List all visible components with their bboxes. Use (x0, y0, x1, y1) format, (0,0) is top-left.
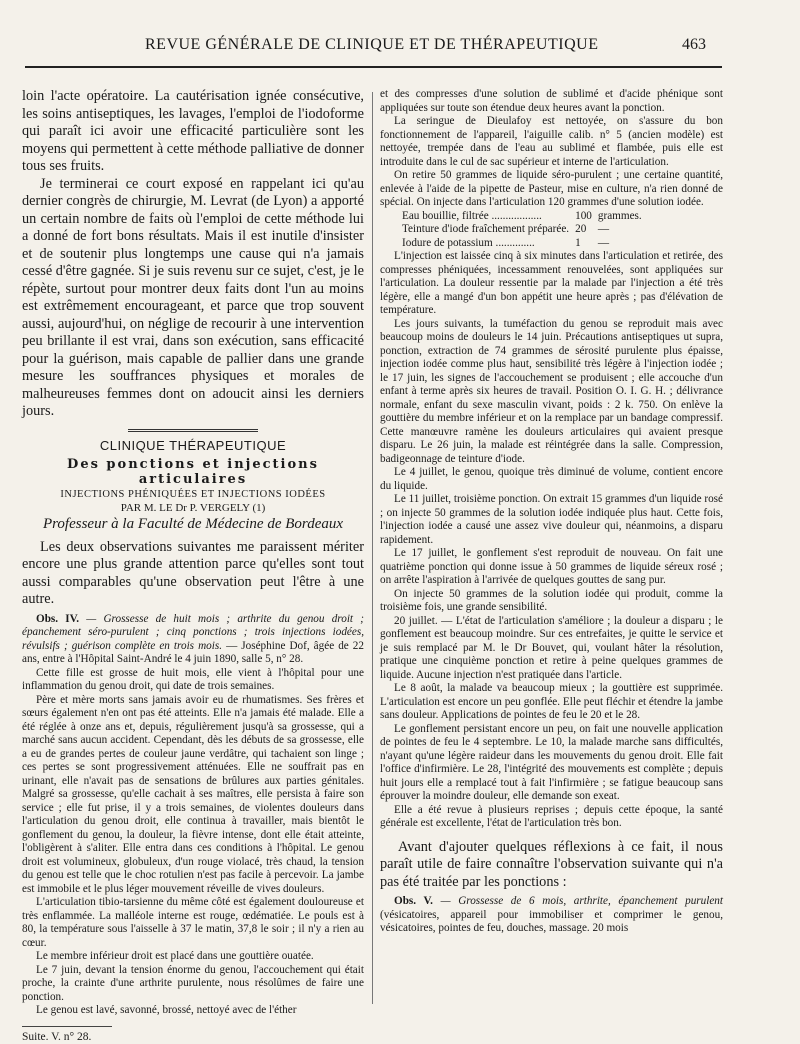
paragraph: et des compresses d'une solution de sublimé et d'acide phénique sont appliquées sur toute son étendue deux heures avant la ponction. (380, 88, 723, 115)
observation-heading (22, 613, 364, 667)
observation-heading (380, 895, 723, 936)
observation-summary: — Grossesse de 6 mois, arthrite, épanchement purulent (441, 895, 723, 907)
paragraph: Père et mère morts sans jamais avoir eu de rhumatismes. Ses frères et sœurs également n'en ont pas été atteints. Elle n'a jamais été malade. Elle a été réglée à onze ans et, depuis, régulièrement jusqu'à sa grossesse, qui a marché sans aucun accident. Cependant, dès les débuts de sa grossesse, elle a eu de grandes pertes de couleur jaune verdâtre, qui tachaient son linge ; ces pertes se sont progressivement atténuées. Elle ne souffrait pas en urinant, elle n'avait pas de sensations de brûlures aux parties génitales. Malgré sa grossesse, qu'elle cachait à ses maîtres, elle persista à faire son service ; elle fut prise, il y a trois semaines, de violentes douleurs dans l'articulation du genou droit, elle continua à travailler, mais bientôt le gonflement du genou, la douleur, la fièvre intense, dont elle était atteinte, l'obligèrent à s'aliter. Elle entra dans ces conditions à l'hôpital. Le genou droit est volumineux, globuleux, d'un rouge violacé, très chaud, la tension du genou est telle que le choc rotulien n'est pas facile à percevoir. La jambe est immobile et le plus léger mouvement réveille de vives douleurs. (22, 694, 364, 897)
header-rule (25, 66, 722, 68)
formula-ingredient: Eau bouillie, filtrée .................. (402, 210, 575, 224)
observation-label: Obs. IV. (36, 613, 79, 625)
paragraph: Les deux observations suivantes me paraissent mériter encore une plus grande attention parce qu'elles sont tout aussi comparables qu'une observation peut l'être à une autre. (22, 539, 364, 609)
byline: PAR M. LE Dr P. VERGELY (1) (22, 502, 364, 514)
paragraph: Le 8 août, la malade va beaucoup mieux ; la gouttière est supprimée. L'articulation est encore un peu gonflée. Elle peut fléchir et étendre la jambe sans douleur. Applications de pointes de feu le 20 et le 28. (380, 682, 723, 723)
formula-quantity: 100 (575, 210, 598, 224)
footnote-rule (22, 1026, 112, 1027)
article-subtitle: INJECTIONS PHÉNIQUÉES ET INJECTIONS IODÉES (22, 489, 364, 500)
paragraph: Avant d'ajouter quelques réflexions à ce fait, il nous paraît utile de faire connaître l'observation suivante qui n'a pas été traitée par les ponctions : (380, 839, 723, 892)
formula-quantity: 1 (575, 237, 598, 251)
formula-row (402, 223, 648, 237)
paragraph: Je terminerai ce court exposé en rappelant ici qu'au dernier congrès de chirurgie, M. Levrat (de Lyon) a apporté un certain nombre de faits où l'emploi de cette méthode lui a donné de fort bons résultats. Mais il est inutile d'insister et de soutenir plus longtemps une cause qui n'a jamais cessé d'être gagnée. Si je suis revenu sur ce sujet, c'est, je le répète, surtout pour montrer deux faits dont l'un au moins est extrêmement encourageant, et parce que trop souvent aussi, aujourd'hui, on néglige de recourir à une intervention peu brillante il est vrai, dans son exécution, sans efficacité pour la guérison, mais capable de pallier dans une grande mesure les souffrances physiques et morales de malheureuses femmes dont on adoucit ainsi les derniers jours. (22, 176, 364, 421)
paragraph: 20 juillet. — L'état de l'articulation s'améliore ; la douleur a disparu ; le gonflement est beaucoup moindre. Sur ces entrefaites, je quitte le service et je suis remplacé par M. le Dr Bouvet, qui, voulant hâter la résolution, pratique une cinquième ponction et retire à peine quelques grammes de liquide. Aucune injection n'est pratiquée dans l'article. (380, 615, 723, 683)
section-title: CLINIQUE THÉRAPEUTIQUE (22, 438, 364, 453)
paragraph: L'injection est laissée cinq à six minutes dans l'articulation et retirée, des compresses phéniquées, incessamment renouvelées, sont appliquées sur l'articulation. La douleur ressentie par la malade par l'injection a été très légère, elle a mangé d'un bon appétit une heure après ; pas d'élévation de température. (380, 250, 723, 318)
paragraph: Le membre inférieur droit est placé dans une gouttière ouatée. (22, 950, 364, 964)
paragraph: Le 17 juillet, le gonflement s'est reproduit de nouveau. On fait une quatrième ponction qui donne issue à 50 grammes de liquide séreux rosé ; on arrête l'aspiration à l'arrivée de quelques gouttes de sang pur. (380, 547, 723, 588)
formula-unit: grammes. (598, 210, 648, 224)
paragraph: Le gonflement persistant encore un peu, on fait une nouvelle application de pointes de feu le 4 septembre. Le 10, la malade marche sans difficultés, n'ayant qu'une légère raideur dans les mouvements du genou droit. Elle fait l'office d'infirmière. Le 28, l'intégrité des mouvements est complète ; depuis huit jours elle a remplacé tout à fait l'infirmière ; se fatigue beaucoup sans éprouver la moindre douleur, elle demande son exeat. (380, 723, 723, 804)
paragraph: L'articulation tibio-tarsienne du même côté est également douloureuse et très enflammée. La malléole interne est rouge, œdématiée. Le pouls est à 80, la température sous l'aisselle à 37 le matin, 37,8 le soir ; il n'y a rien au cœur. (22, 896, 364, 950)
paragraph: Elle a été revue à plusieurs reprises ; depuis cette époque, la santé générale est excellente, l'état de l'articulation très bon. (380, 804, 723, 831)
observation-summary: — Grossesse de huit mois ; arthrite du genou droit ; épanchement séro-purulent ; cinq ponctions ; trois injections iodées, révulsifs ; guérison complète en trois mois. (22, 613, 364, 652)
observation-intro: (vésicatoires, appareil pour immobiliser et comprimer le genou, vésicatoires, pointes de feu, douches, massage. 20 mois (380, 909, 723, 935)
observation-intro: — Joséphine Dof, âgée de 22 ans, entre à l'Hôpital Saint-André le 4 juin 1890, salle 5, n° 28. (22, 640, 364, 666)
paragraph: Les jours suivants, la tuméfaction du genou se reproduit mais avec beaucoup moins de douleurs le 14 juin. Précautions antiseptiques ut supra, ponction, extraction de 74 grammes de sérosité purulente plus épaisse, injection iodée comme plus haut, sensibilité très légère à l'injection iodée ; le 17 juin, les signes de l'accouchement se produisent ; elle accouche d'un enfant à terme après six heures de travail. Position O. I. G. H. ; délivrance normale, enfant du sexe masculin vivant, poids : 2 k. 750. On enlève la gouttière du membre inférieur et on la remplace par un bandage compressif. Cette manœuvre ramène les douleurs articulaires qui avaient presque disparu. Le 26 juin, la malade est réintégrée dans la salle. Compression, badigeonnage de teinture d'iode. (380, 318, 723, 467)
formula-row (402, 237, 648, 251)
formula-table (402, 210, 648, 251)
page-number: 463 (682, 36, 706, 54)
formula-quantity: 20 (575, 223, 598, 237)
running-title: REVUE GÉNÉRALE DE CLINIQUE ET DE THÉRAPEUTIQUE (145, 36, 598, 54)
left-column (22, 88, 364, 998)
paragraph: La seringue de Dieulafoy est nettoyée, on s'assure du bon fonctionnement de l'appareil, l'aiguille calib. n° 5 (ancien modèle) est nettoyée, trempée dans de l'eau au sublimé et flambée, puis elle est introduite dans le cul de sac supérieur et interne de l'articulation. (380, 115, 723, 169)
paragraph: Le 4 juillet, le genou, quoique très diminué de volume, contient encore du liquide. (380, 466, 723, 493)
paragraph: Le genou est lavé, savonné, brossé, nettoyé avec de l'éther (22, 1004, 364, 1018)
column-divider (372, 92, 373, 1004)
paragraph: loin l'acte opératoire. La cautérisation ignée consécutive, les soins antiseptiques, les lavages, l'emploi de l'iodoforme qui paraît ici avoir une efficacité particulière sont les moyens qui permettent à cette méthode palliative de donner tous ses fruits. (22, 88, 364, 176)
formula-unit: — (598, 237, 648, 251)
paragraph: On retire 50 grammes de liquide séro-purulent ; une certaine quantité, enlevée à l'aide de la pipette de Pasteur, mise en culture, n'a rien donné de spécial. On injecte dans l'articulation 120 grammes d'une solution iodée. (380, 169, 723, 210)
observation-label: Obs. V. (394, 895, 433, 907)
paragraph: Cette fille est grosse de huit mois, elle vient à l'hôpital pour une inflammation du genou droit, qui date de trois semaines. (22, 667, 364, 694)
paragraph: Le 7 juin, devant la tension énorme du genou, l'accouchement qui était proche, la crainte d'une arthrite purulente, nous résolûmes de faire une ponction. (22, 964, 364, 1005)
page-header (20, 30, 720, 60)
author-role: Professeur à la Faculté de Médecine de Bordeaux (22, 516, 364, 533)
formula-row (402, 210, 648, 224)
formula-ingredient: Teinture d'iode fraîchement préparée. (402, 223, 575, 237)
paragraph: On injecte 50 grammes de la solution iodée qui produit, comme la troisième fois, une grande sensibilité. (380, 588, 723, 615)
article-title: Des ponctions et injections articulaires (22, 457, 364, 487)
footnote: Suite. V. n° 28. (22, 1031, 364, 1044)
paragraph: Le 11 juillet, troisième ponction. On extrait 15 grammes d'un liquide rosé ; on injecte 50 grammes de la solution iodée indiquée plus haut. Cette fois, l'injection iodée a causé une assez vive douleur qui, néanmoins, a disparu rapidement. (380, 493, 723, 547)
section-rule (128, 429, 258, 432)
right-column (380, 88, 723, 1018)
formula-unit: — (598, 223, 648, 237)
formula-ingredient: Iodure de potassium .............. (402, 237, 575, 251)
